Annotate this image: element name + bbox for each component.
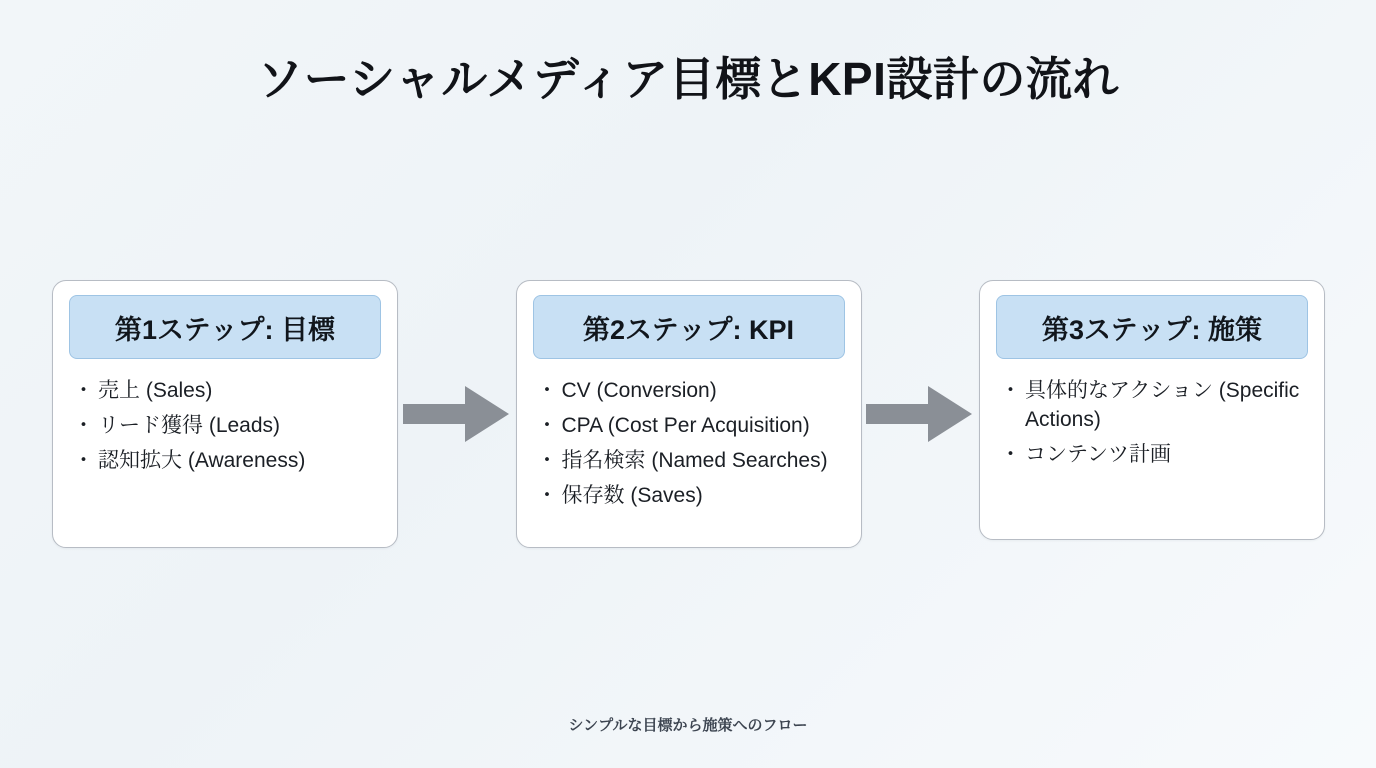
list-item-label: コンテンツ計画: [1025, 442, 1171, 466]
step-card-2-items: [533, 377, 845, 511]
list-item: [1000, 377, 1304, 435]
list-item: [73, 412, 377, 441]
list-item: [537, 412, 841, 441]
arrow-1-container: [398, 280, 516, 548]
bullet-icon: ・: [73, 379, 94, 402]
step-card-3[interactable]: [979, 280, 1325, 540]
list-item-label: 指名検索 (Named Searches): [561, 448, 828, 472]
bullet-icon: ・: [1000, 379, 1021, 402]
list-item-label: 保存数 (Saves): [561, 483, 703, 507]
page-title: ソーシャルメディア目標とKPI設計の流れ: [257, 53, 1119, 105]
step-card-1[interactable]: [52, 280, 398, 548]
arrow-right-icon: [403, 382, 511, 446]
step-card-2[interactable]: [516, 280, 862, 548]
bullet-icon: ・: [73, 448, 94, 472]
flow-diagram: [52, 280, 1325, 548]
list-item-label: 売上 (Sales): [98, 379, 213, 402]
step-card-3-heading: 第3ステップ: 施策: [996, 295, 1308, 359]
bullet-icon: ・: [1000, 442, 1021, 466]
list-item: [537, 377, 841, 406]
list-item-label: CPA (Cost Per Acquisition): [561, 413, 810, 437]
list-item-label: リード獲得 (Leads): [98, 413, 281, 437]
arrow-2-container: [862, 280, 980, 548]
bullet-icon: ・: [536, 448, 558, 472]
list-item: [73, 447, 377, 476]
bullet-icon: ・: [73, 413, 94, 437]
slide-caption: シンプルな目標から施策へのフロー: [568, 717, 808, 734]
step-card-1-items: [69, 377, 381, 476]
step-card-3-items: [996, 377, 1308, 470]
list-item-label: 認知拡大 (Awareness): [98, 448, 306, 472]
list-item-label: CV (Conversion): [561, 379, 717, 402]
list-item: [1000, 441, 1304, 470]
list-item: [73, 377, 377, 406]
arrow-right-icon: [866, 382, 974, 446]
bullet-icon: ・: [536, 413, 558, 437]
step-card-1-heading: 第1ステップ: 目標: [69, 295, 381, 359]
bullet-icon: ・: [536, 483, 558, 507]
list-item-label: 具体的なアクション (Specific Actions): [1025, 379, 1300, 431]
bullet-icon: ・: [536, 379, 558, 402]
step-card-2-heading: 第2ステップ: KPI: [533, 295, 845, 359]
list-item: [537, 482, 841, 511]
list-item: [537, 447, 841, 476]
